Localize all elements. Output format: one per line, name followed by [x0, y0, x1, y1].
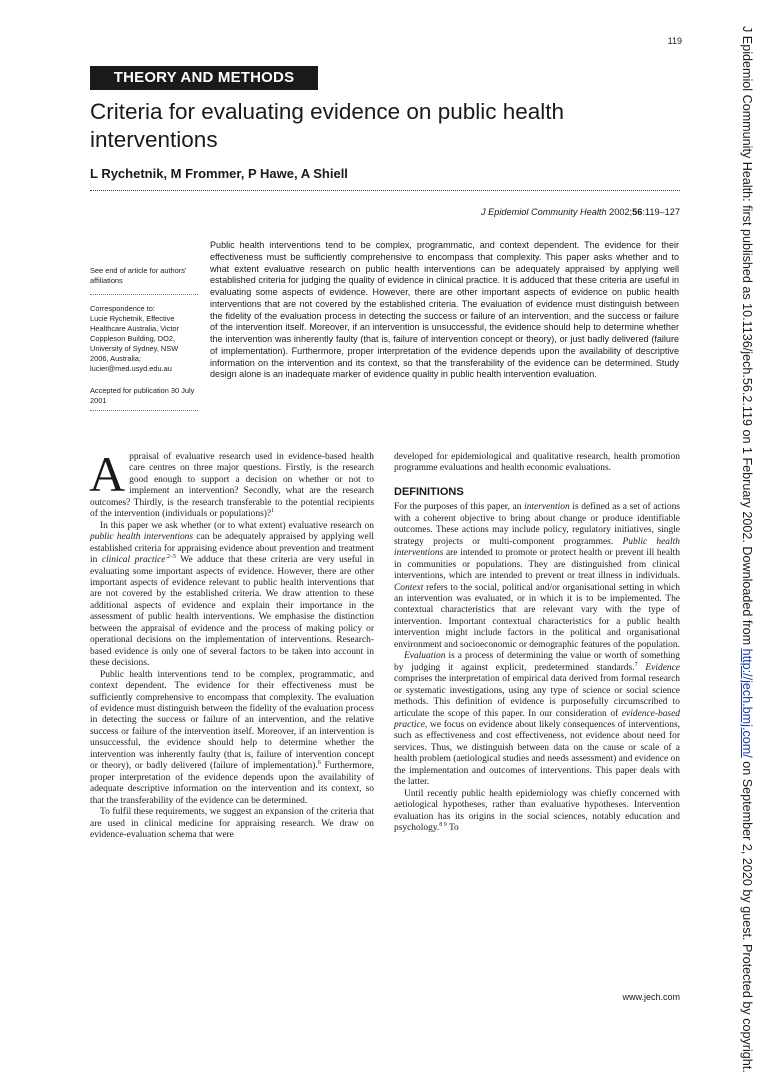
paragraph	[394, 789, 680, 835]
citation-volume: 56	[632, 207, 643, 217]
paragraph: developed for epidemiological and qualitative research, health promotion programme evaluations and health economic evaluations.	[394, 452, 680, 474]
citation-year: 2002;	[609, 207, 633, 217]
emphasis: Context	[394, 582, 424, 593]
footer-url: www.jech.com	[622, 992, 680, 1002]
text-run: refers to the social, political and/or organisational setting in which an intervention was evaluated, or in which it is to be implemented. The contextual characteristics that are relevant vary with the type of intervention. Important contextual characteristics for a public health intervention might include factors in the political and organisational environment and socioeconomic or demographic features of the population.	[394, 582, 680, 650]
text-run: are intended to promote or protect health or prevent ill health in communities or populations. They are distinguished from clinical interventions, which are intended to prevent or treat illness in individuals.	[394, 548, 680, 582]
text-run: Public health interventions tend to be complex, programmatic, and context dependent. The evidence for their effectiveness must be sufficiently comprehensive to encompass that complexity. The evaluation of evidence must distinguish between the fidelity of the evaluation process in detecting the success or failure of an intervention, and the relative success or failure of the intervention itself. Moreover, if an intervention is unsuccessful, the evidence should help to determine whether the intervention was inherently faulty (that is, failure of intervention concept or theory), or badly delivered (failure of implementation).	[90, 669, 374, 772]
correspondence-address: Lucie Rychetnik, Effective Healthcare Australia, Victor Coppleson Building, DO2, University of Sydney, NSW 2006, Australia; lucier@med.usyd.edu.au	[90, 314, 180, 373]
reference-marker: .2–5	[165, 553, 176, 560]
reference-marker: 6	[317, 760, 321, 767]
paragraph	[394, 502, 680, 651]
text-run: We adduce that these criteria are very useful in evaluating some important aspects of evidence. However, there are other important aspects of evidence relevant to public health interventions that are not covered by the established criteria. We draw attention to these additional aspects of evidence and explain their importance in the assessment of public health interventions. We emphasise the distinction between the appraisal of evidence and the process of making policy or operational decisions on the implementation of interventions. Research-based evidence is only one of several factors to be taken into account in these decisions.	[90, 555, 374, 669]
page-number: 119	[667, 36, 682, 46]
paragraph	[89, 446, 374, 521]
reference-marker: 8 9	[439, 821, 447, 828]
text-run: can be adequately appraised by applying well established criteria for appraising evidence about prevention and treatment in	[90, 532, 374, 566]
vertical-banner-text	[740, 26, 754, 1073]
body-column-left	[89, 446, 374, 841]
text-run: To	[446, 823, 459, 834]
text-run: J Epidemiol Community Health: first published as 10.1136/jech.56.2.119 on 1 February 2002. Downloaded from	[740, 26, 754, 649]
accepted-date: Accepted for publication 30 July 2001	[90, 386, 195, 405]
emphasis: evidence-based practice,	[394, 708, 680, 730]
emphasis: Evidence	[637, 662, 680, 673]
download-link[interactable]: http://jech.bmj.com/	[740, 648, 754, 758]
text-run: In this paper we ask whether (or to what extent) evaluative research on	[100, 520, 374, 531]
reference-marker: 1	[271, 508, 275, 515]
citation	[350, 207, 680, 217]
citation-pages: :119–127	[642, 207, 680, 217]
vertical-banner	[732, 0, 760, 1073]
paragraph	[90, 521, 374, 670]
emphasis: public health interventions	[90, 532, 194, 543]
affiliation-note: See end of article for authors' affiliations	[90, 266, 187, 285]
sidebar-divider	[90, 294, 198, 295]
citation-journal: J Epidemiol Community Health	[480, 207, 607, 217]
drop-cap: A	[89, 446, 126, 502]
text-run: we focus on evidence about likely consequences of interventions, such as effectiveness and cost effectiveness, not evidence about need for services. Thus, we distinguish between data on the cause or scale of a health problem (aetiological studies and needs assessment) and evidence on the implementation and outcomes of interventions. This paper deals with the latter.	[394, 719, 680, 788]
text-run: For the purposes of this paper, an	[394, 502, 525, 513]
text-run: is defined as a set of actions with a coherent objective to bring about change or produce identifiable outcomes. These actions may include policy, regulatory initiatives, single strategy projects or multi-component programmes.	[394, 502, 680, 547]
paragraph: To fulfil these requirements, we suggest an expansion of the criteria that are used in clinical medicine for appraising research. We draw on evidence-evaluation schema that were	[90, 807, 374, 840]
emphasis: clinical practice	[101, 555, 166, 566]
text-run: Furthermore, proper interpretation of the evidence depends upon the availability of adequate descriptive information on the intervention and its context, so that the transferability of the evidence can be determined.	[90, 761, 374, 806]
text-run: ppraisal of evaluative research used in evidence-based health care centres on three major questions. Firstly, is the research good enough to support a decision on whether or not to implement an intervention? Secondly, what are the research outcomes? Thirdly, is the research transferable to the potential recipients of the intervention (individuals or populations)?	[90, 452, 374, 520]
text-run: Until recently public health epidemiology was chiefly concerned with aetiological hypotheses, rather than evaluative hypotheses. Intervention evaluation has its origins in the social sciences, notably education and psychology.	[394, 788, 680, 834]
text-run: is a process of determining the value or worth of something by judging it against explicit, predetermined standards.	[394, 651, 680, 673]
text-run: on September 2, 2020 by guest. Protected by copyright.	[740, 757, 754, 1073]
article-title: Criteria for evaluating evidence on public health interventions	[90, 99, 565, 152]
reference-marker: 7	[634, 661, 638, 668]
section-tag: THEORY AND METHODS	[90, 66, 318, 90]
abstract: Public health interventions tend to be complex, programmatic, and context dependent. The evidence for their effectiveness must be sufficiently comprehensive to encompass that complexity. This paper asks whether and to what extent evaluative research on public health interventions can be adequately appraised by applying well established criteria for judging the quality of evidence in clinical practice. It is adduced that these criteria are useful in evaluating some aspects of evidence. However, there are other important aspects of evidence on public health interventions that are not covered by the established criteria. The evaluation of evidence must distinguish between the fidelity of the evaluation process in detecting the success or failure of an intervention, and the success or failure of the intervention itself. Moreover, if an intervention is unsuccessful, the evidence should help to determine whether the intervention was inherently faulty (that is, failure of intervention concept or theory), or just badly delivered (failure of implementation). Furthermore, proper interpretation of the evidence depends upon the availability of descriptive information on the intervention and its context, so that the transferability of the evidence can be determined. Study design alone is an inadequate marker of evidence quality in public health intervention evaluation.	[210, 240, 679, 380]
sidebar-divider	[90, 410, 198, 411]
paragraph	[90, 670, 374, 807]
section-heading: DEFINITIONS	[394, 485, 464, 498]
paragraph	[394, 651, 680, 788]
emphasis: Public health interventions	[394, 536, 680, 559]
correspondence-heading: Correspondence to:	[90, 304, 155, 313]
emphasis: Evaluation	[404, 651, 446, 662]
author-list: L Rychetnik, M Frommer, P Hawe, A Shiell	[90, 166, 348, 181]
dotted-divider	[90, 190, 680, 191]
emphasis: intervention	[524, 502, 570, 513]
text-run: comprises the interpretation of empirical data derived from formal research or systematic investigations, using any type of science or social science methods. This definition of evidence is purposefully circumscribed to articulate the scope of this paper. In our consideration of	[394, 674, 680, 719]
body-column-right	[394, 452, 680, 835]
